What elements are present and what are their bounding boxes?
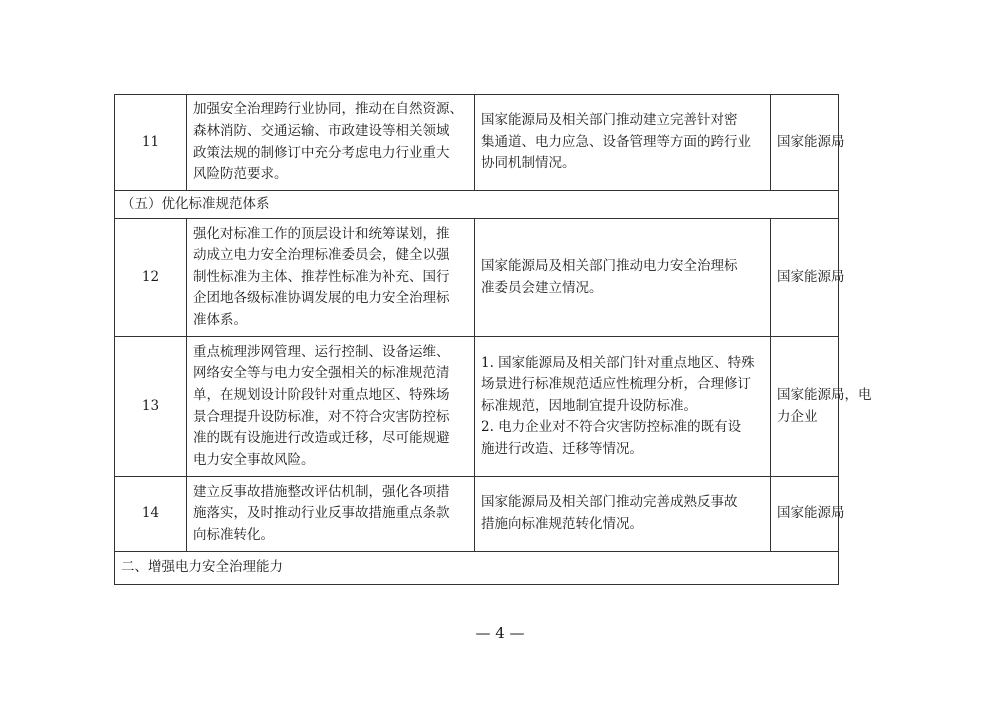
- content-line: 场景进行标准规范适应性梳理分析，合理修订: [481, 376, 751, 393]
- responsible-line: 国家能源局: [777, 268, 845, 285]
- measure-cell: [187, 337, 475, 477]
- row-number: 11: [115, 95, 187, 191]
- measure-line: 单，在规划设计阶段针对重点地区、特殊场: [193, 386, 450, 403]
- content-line: 1. 国家能源局及相关部门针对重点地区、特殊: [481, 354, 755, 371]
- row-number: 14: [115, 477, 187, 552]
- measure-line: 施落实，及时推动行业反事故措施重点条款: [193, 505, 450, 522]
- table-row: [115, 219, 839, 337]
- measure-line: 准的既有设施进行改造或迁移，尽可能规避: [193, 430, 450, 447]
- responsible-line: 国家能源局，电: [777, 386, 872, 403]
- measure-line: 强化对标准工作的顶层设计和统筹谋划，推: [193, 225, 450, 242]
- section-row: [115, 191, 839, 219]
- measure-line: 企团地各级标准协调发展的电力安全治理标: [193, 290, 450, 307]
- content-cell: [475, 337, 771, 477]
- content-line: 标准规范，因地制宜提升设防标准。: [481, 397, 697, 414]
- content-cell: [475, 477, 771, 552]
- measure-line: 加强安全治理跨行业协同，推动在自然资源、: [193, 101, 463, 118]
- measure-line: 建立反事故措施整改评估机制，强化各项措: [193, 483, 450, 500]
- responsible-cell: [771, 95, 845, 191]
- responsible-cell: [771, 219, 845, 337]
- measure-line: 风险防范要求。: [193, 166, 288, 183]
- section-heading: （五）优化标准规范体系: [115, 191, 839, 219]
- measures-table: [114, 94, 872, 585]
- row-number: 13: [115, 337, 187, 477]
- measure-line: 电力安全事故风险。: [193, 451, 315, 468]
- measure-cell: [187, 219, 475, 337]
- measure-line: 政策法规的制修订中充分考虑电力行业重大: [193, 144, 450, 161]
- table-row: [115, 95, 839, 191]
- content-cell: [475, 219, 771, 337]
- responsible-line: 国家能源局: [777, 133, 845, 150]
- content-line: 国家能源局及相关部门推动电力安全治理标: [481, 257, 738, 274]
- table-row: [115, 477, 839, 552]
- content-line: 准委员会建立情况。: [481, 279, 603, 296]
- measure-line: 向标准转化。: [193, 526, 274, 543]
- content-line: 国家能源局及相关部门推动建立完善针对密: [481, 112, 738, 129]
- measure-cell: [187, 95, 475, 191]
- measure-line: 准体系。: [193, 311, 247, 328]
- content-line: 协同机制情况。: [481, 155, 576, 172]
- content-line: 施进行改造、迁移等情况。: [481, 440, 643, 457]
- measure-line: 重点梳理涉网管理、运行控制、设备运维、: [193, 343, 450, 360]
- table-row: [115, 337, 839, 477]
- measure-line: 网络安全等与电力安全强相关的标准规范清: [193, 365, 450, 382]
- responsible-line: 国家能源局: [777, 505, 845, 522]
- measure-line: 制性标准为主体、推荐性标准为补充、国行: [193, 268, 450, 285]
- responsible-cell: [771, 337, 872, 477]
- content-line: 措施向标准规范转化情况。: [481, 516, 643, 532]
- responsible-cell: [771, 477, 845, 552]
- measure-cell: [187, 477, 475, 552]
- section-heading: 二、增强电力安全治理能力: [115, 552, 839, 585]
- section-row: [115, 552, 839, 585]
- measure-line: 景合理提升设防标准，对不符合灾害防控标: [193, 408, 450, 425]
- page-number: — 4 —: [475, 624, 525, 642]
- responsible-line: 力企业: [777, 408, 818, 425]
- content-line: 2. 电力企业对不符合灾害防控标准的既有设: [481, 419, 742, 436]
- content-line: 国家能源局及相关部门推动完善成熟反事故: [481, 494, 738, 511]
- measure-line: 动成立电力安全治理标准委员会，健全以强: [193, 247, 450, 264]
- row-number: 12: [115, 219, 187, 337]
- content-line: 集通道、电力应急、设备管理等方面的跨行业: [481, 133, 751, 150]
- measure-line: 森林消防、交通运输、市政建设等相关领域: [193, 122, 450, 139]
- content-cell: [475, 95, 771, 191]
